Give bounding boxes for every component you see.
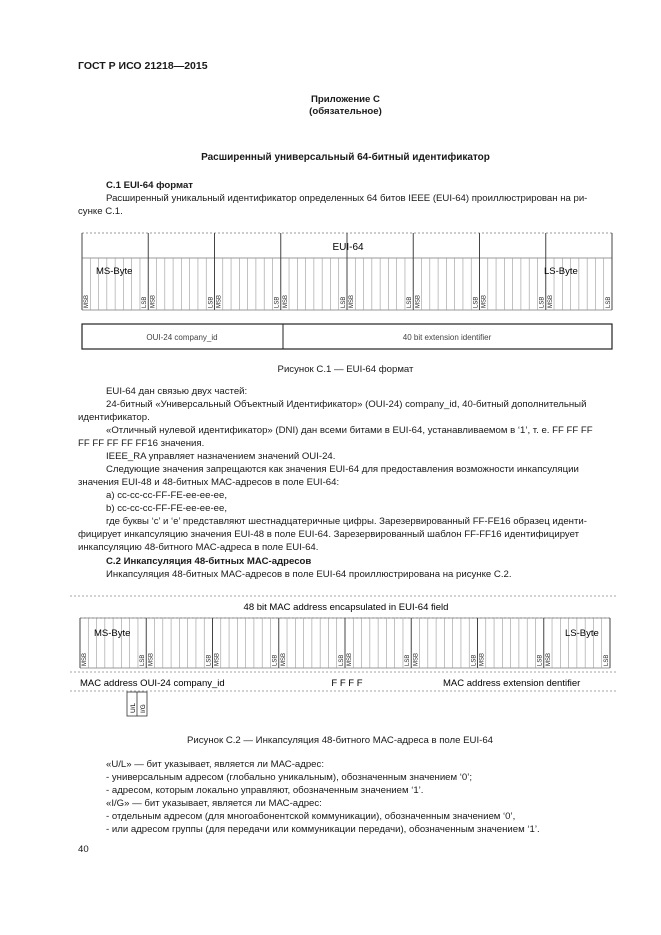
msb-label: MSB xyxy=(349,294,356,308)
body1-line: значения EUI-48 и 48-битных МАС-адресов в поле EUI-64: xyxy=(78,477,340,488)
lsb-label: LSB xyxy=(340,296,347,308)
figure-c1-caption: Рисунок С.1 — EUI-64 формат xyxy=(277,364,414,375)
section-c2-heading: С.2 Инкапсуляция 48-битных МАС-адресов xyxy=(106,556,312,567)
lsb-label: LSB xyxy=(407,296,414,308)
msb-label: MSB xyxy=(214,652,221,666)
body1-line: «Отличный нулевой идентификатор» (DNI) дан всеми битами в EUI-64, устанавливаемом в ‘1’, т. е. FF FF FF xyxy=(106,425,593,436)
figure-c2-ls-byte: LS-Byte xyxy=(565,628,599,639)
figure-c1-banner: EUI-64 xyxy=(332,242,364,253)
lsb-label: LSB xyxy=(473,296,480,308)
body1-line: FF FF FF FF FF16 значения. xyxy=(78,438,205,449)
figure-c1-diagram xyxy=(70,228,618,356)
figure-c1-oui-label: OUI-24 company_id xyxy=(146,333,218,342)
body1-line: a) cc-cc-cc-FF-FE-ee-ee-ee, xyxy=(106,490,227,501)
figure-c2-bit-grid xyxy=(80,618,610,668)
body2-line: - универсальным адресом (глобально уникальным), обозначенным значением ‘0’; xyxy=(106,772,473,783)
lsb-label: LSB xyxy=(274,296,281,308)
figure-c1-ext-label: 40 bit extension identifier xyxy=(402,333,492,342)
lsb-label: LSB xyxy=(605,296,612,308)
lsb-label: LSB xyxy=(537,654,544,666)
section-c1-heading: С.1 EUI-64 формат xyxy=(106,180,193,191)
body1-line: 24-битный «Универсальный Объектный Идентификатор» (OUI-24) company_id, 40-битный дополнительный xyxy=(106,399,587,410)
body1-line: IEEE_RA управляет назначением значений OUI-24. xyxy=(106,451,336,462)
msb-label: MSB xyxy=(415,294,422,308)
figure-c2-ul-flag: U/L xyxy=(130,702,137,713)
lsb-label: LSB xyxy=(206,654,213,666)
body1-line: фицирует инкапсуляцию значения EUI-48 в поле EUI-64. Зарезервированный шаблон FF-FF16 идентифицирует xyxy=(78,529,580,540)
body1-line: b) cc-cc-cc-FF-FE-ee-ee-ee, xyxy=(106,503,227,514)
msb-label: MSB xyxy=(547,294,554,308)
figure-c2-banner: 48 bit MAC address encapsulated in EUI-64 field xyxy=(243,602,449,613)
msb-label: MSB xyxy=(148,652,155,666)
section-c1-intro-line2: сунке С.1. xyxy=(78,206,123,217)
figure-c2-caption: Рисунок С.2 — Инкапсуляция 48-битного МАС-адреса в поле EUI-64 xyxy=(186,735,493,746)
annex-subtitle: (обязательное) xyxy=(309,106,382,117)
body1-line: идентификатор. xyxy=(78,412,150,423)
lsb-label: LSB xyxy=(140,654,147,666)
msb-label: MSB xyxy=(545,652,552,666)
annex-title: Приложение С xyxy=(311,94,380,105)
msb-label: MSB xyxy=(481,294,488,308)
body1-line: EUI-64 дан связью двух частей: xyxy=(106,386,248,397)
body1-line: где буквы ‘c’ и ‘e’ представляют шестнадцатеричные цифры. Зарезервированный FF-FE16 образец иденти- xyxy=(106,516,587,527)
lsb-label: LSB xyxy=(142,296,149,308)
lsb-label: LSB xyxy=(338,654,345,666)
body2-line: - адресом, которым локально управляют, обозначенным значением ‘1’. xyxy=(106,785,424,796)
msb-label: MSB xyxy=(82,652,89,666)
section-c1-intro-line1: Расширенный уникальный идентификатор определенных 64 битов IEEE (EUI-64) проиллюстрирован на ри- xyxy=(106,193,588,204)
lsb-label: LSB xyxy=(208,296,215,308)
body2-line: «I/G» — бит указывает, является ли МАС-адрес: xyxy=(106,798,322,809)
msb-label: MSB xyxy=(84,294,91,308)
lsb-label: LSB xyxy=(272,654,279,666)
figure-c2-mac-ext-label: MAC address extension dentifier xyxy=(443,678,581,689)
lsb-label: LSB xyxy=(471,654,478,666)
msb-label: MSB xyxy=(280,652,287,666)
body1-line: Следующие значения запрещаются как значения EUI-64 для предоставления возможности инкапсуляции xyxy=(106,464,579,475)
figure-c1-ms-byte: MS-Byte xyxy=(96,266,133,277)
lsb-label: LSB xyxy=(603,654,610,666)
lsb-label: LSB xyxy=(405,654,412,666)
msb-label: MSB xyxy=(347,652,354,666)
body1-line: инкапсуляцию 48-битного МАС-адреса в поле EUI-64. xyxy=(78,542,319,553)
figure-c1-ls-byte: LS-Byte xyxy=(544,266,578,277)
figure-c2-mac-oui-label: MAC address OUI-24 company_id xyxy=(80,678,225,689)
body2-line: - отдельным адресом (для многоабонентской коммуникации), обозначенным значением ‘0’, xyxy=(106,811,516,822)
body2-line: - или адресом группы (для передачи или коммуникации передачи), обозначенным значением ‘1’. xyxy=(106,824,540,835)
msb-label: MSB xyxy=(479,652,486,666)
msb-label: MSB xyxy=(282,294,289,308)
msb-label: MSB xyxy=(216,294,223,308)
document-header: ГОСТ Р ИСО 21218—2015 xyxy=(78,60,208,72)
page-number: 40 xyxy=(78,844,89,855)
appendix-main-title: Расширенный универсальный 64-битный идентификатор xyxy=(201,152,490,163)
msb-label: MSB xyxy=(150,294,157,308)
section-c2-intro: Инкапсуляция 48-битных МАС-адресов в поле EUI-64 проиллюстрирована на рисунке С.2. xyxy=(106,569,512,580)
figure-c2-diagram xyxy=(70,592,618,718)
figure-c2-ig-flag: I/G xyxy=(140,704,147,713)
msb-label: MSB xyxy=(413,652,420,666)
body2-line: «U/L» — бит указывает, является ли МАС-адрес: xyxy=(106,759,324,770)
figure-c2-ms-byte: MS-Byte xyxy=(94,628,131,639)
lsb-label: LSB xyxy=(539,296,546,308)
figure-c2-ffff-label: F F F F xyxy=(331,678,363,689)
